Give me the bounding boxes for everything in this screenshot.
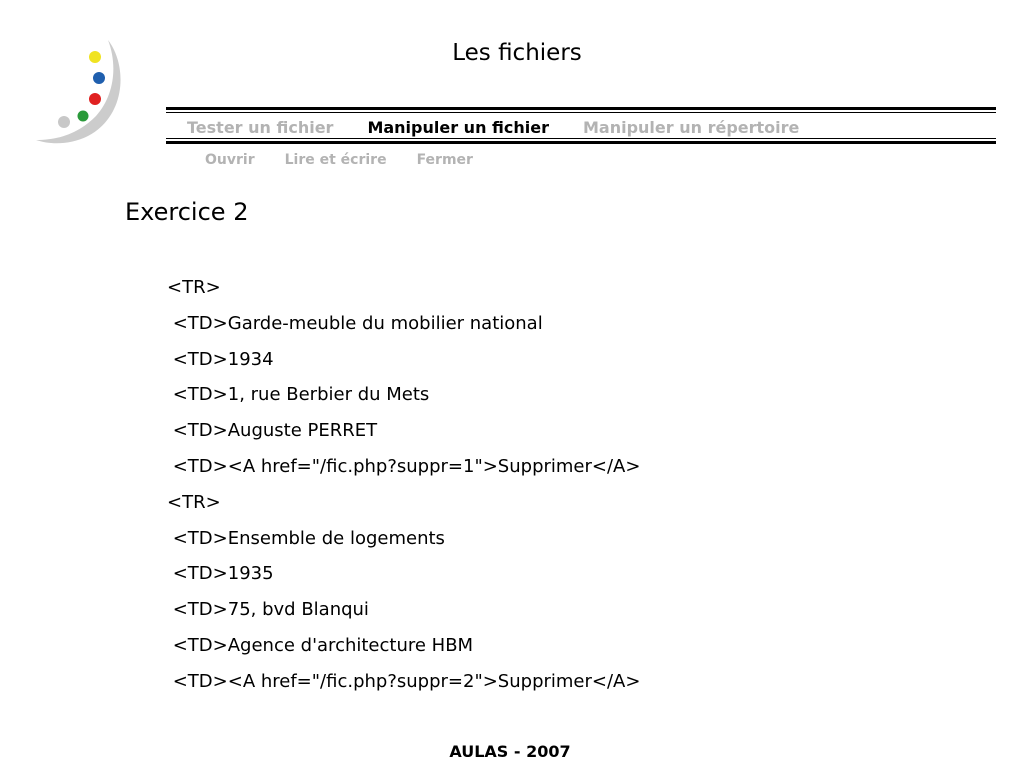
tab-manipuler-un-fichier[interactable]: Manipuler un fichier [367,117,549,137]
code-line: <TD>Auguste PERRET [167,420,378,442]
footer-text: AULAS - 2007 [449,742,571,761]
code-line: <TD>1935 [167,563,274,585]
nav-top-rule-thick [166,107,996,110]
logo-dot-gray [58,116,70,128]
nav-bottom-rule-thin [166,138,996,139]
page-title: Les fichiers [452,40,582,66]
tab-manipuler-un-repertoire[interactable]: Manipuler un répertoire [582,117,800,137]
nav-bottom-rule-thick [166,141,996,144]
code-line: <TR> [167,491,221,513]
subtab-fermer[interactable]: Fermer [416,152,473,168]
code-line: <TD>1, rue Berbier du Mets [167,384,430,406]
section-heading: Exercice 2 [125,198,249,226]
code-line: <TD>75, bvd Blanqui [167,599,369,621]
subtab-ouvrir[interactable]: Ouvrir [205,152,255,168]
logo-dot-blue [93,72,105,84]
code-line: <TR> [167,277,221,298]
nav-tabs [187,117,799,137]
logo-dot-red [89,93,101,105]
code-block [167,274,640,704]
nav-top-rule-thin [166,112,996,113]
sub-tabs [205,152,473,168]
code-line: <TD><A href="/fic.php?suppr=1">Supprimer</A> [167,455,641,477]
tab-tester-un-fichier[interactable]: Tester un fichier [187,117,334,137]
code-line: <TD>Garde-meuble du mobilier national [167,312,543,334]
subtab-lire-et-ecrire[interactable]: Lire et écrire [284,152,387,168]
code-line: <TD>Ensemble de logements [167,527,445,549]
logo-dot-green [78,111,89,122]
code-line: <TD>1934 [167,348,274,370]
code-line: <TD>Agence d'architecture HBM [167,634,474,656]
code-line: <TD><A href="/fic.php?suppr=2">Supprimer</A> [167,670,641,692]
